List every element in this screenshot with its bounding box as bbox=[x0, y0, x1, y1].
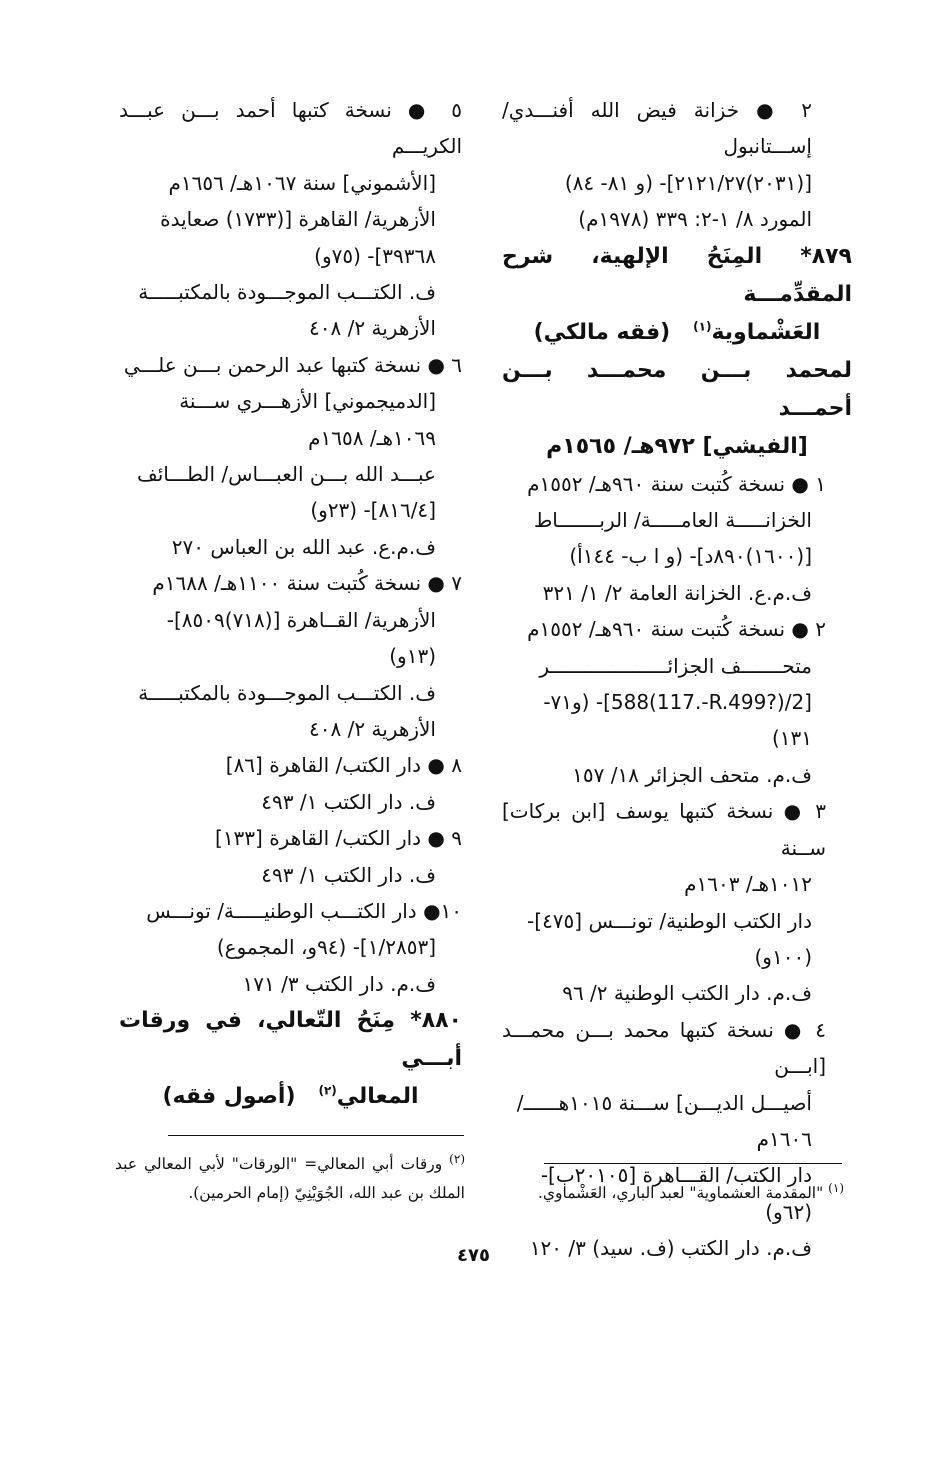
footnote-ref-2: (٢) bbox=[318, 1083, 337, 1098]
footnote-2-text: ورقات أبي المعالي= "الورقات" لأبي المعالي عبد الملك بن عبد الله، الجُوَيْنِيّ (إمام الحرمين). bbox=[115, 1155, 465, 1202]
right-column bbox=[502, 92, 852, 1267]
copy-line: ١٣١) bbox=[771, 726, 812, 751]
copy-line: ٢ ● خزانة فيض الله أفنـــدي/ إســـتانبول bbox=[502, 98, 812, 159]
copy-line: (١٣و) bbox=[389, 644, 436, 669]
copy-line: ٦ ● نسخة كتبها عبد الرحمن بـــن علـــي bbox=[123, 352, 462, 377]
copy-line: ف.م. دار الكتب الوطنية ٢/ ٩٦ bbox=[562, 981, 812, 1006]
copy-line: ٨ ● دار الكتب/ القاهرة [٨٦] bbox=[225, 753, 462, 778]
copy-line: الخزانـــــة العامـــــة/ الربـــــــاط bbox=[533, 508, 812, 533]
copy-line: [٨١٦/٤]- (٢٣و) bbox=[310, 498, 436, 523]
copy-line: ف.م.ع. عبد الله بن العباس ٢٧٠ bbox=[171, 534, 436, 559]
footnote-1-mark: (١) bbox=[828, 1180, 844, 1195]
copy-line: ف. دار الكتب ١/ ٤٩٣ bbox=[261, 789, 436, 814]
page-number: ٤٧٥ bbox=[457, 1245, 490, 1266]
copy-line: ٥ ● نسخة كتبها أحمد بـــن عبـــد الكريـــم bbox=[119, 98, 462, 159]
footnote-1-text: "المقدمة العشماوية" لعبد الباري، العَشْماوي. bbox=[537, 1184, 824, 1202]
copy-line: [(١٦٠٠)٨٩٠د]- (و ا ب- ١٤٤أ) bbox=[569, 544, 812, 569]
copy-line: ٣ ● نسخة كتبها يوسف [ابن بركات] ســنة bbox=[502, 799, 826, 860]
copy-line: ف. الكتـــب الموجـــودة بالمكتبـــــة bbox=[138, 280, 436, 305]
footnote-ref-1: (١) bbox=[693, 319, 712, 334]
copy-line: ف.م. دار الكتب (ف. سيد) ٣/ ١٢٠ bbox=[529, 1236, 812, 1261]
entry-880-subject: (أصول فقه) bbox=[162, 1084, 296, 1110]
left-column bbox=[119, 92, 462, 1116]
footnote-2 bbox=[115, 1150, 465, 1208]
copy-line: ٤ ● نسخة كتبها محمد بـــن محمـــد [ابـــن bbox=[502, 1017, 826, 1079]
footnote-rule-left bbox=[168, 1135, 464, 1136]
entry-880-title-part: المعالي bbox=[336, 1084, 419, 1110]
copy-line: [١/٢٨٥٣]- (٩٤و، المجموع) bbox=[216, 935, 436, 960]
folio-range: - (و٧١- bbox=[543, 690, 604, 715]
copy-line: الأزهرية ٢/ ٤٠٨ bbox=[309, 716, 436, 741]
shelfmark-latin: [588(117.-R.499?)/2] bbox=[603, 690, 812, 715]
copy-line: [(٢٠٣١)٢١٢١/٢٧]- (و ٨١- ٨٤) bbox=[564, 170, 812, 195]
copy-line: ف.م. دار الكتب ٣/ ١٧١ bbox=[242, 971, 436, 996]
copy-line: عبـــد الله بـــن العبـــاس/ الطـــائف bbox=[137, 462, 436, 487]
entry-879-heading: ٨٧٩* المِنَحُ الإلهية، شرح المقدِّمـــة bbox=[502, 243, 852, 307]
entry-879-subject: (فقه مالكي) bbox=[533, 319, 671, 345]
copy-line: ف.م. متحف الجزائر ١٨/ ١٥٧ bbox=[572, 762, 812, 787]
copy-line: دار الكتب/ القـــاهرة [٢٠١٠٥ب]- bbox=[540, 1163, 812, 1188]
entry-879-title-continued bbox=[502, 314, 852, 352]
copy-line bbox=[502, 684, 852, 720]
copy-line: ٩ ● دار الكتب/ القاهرة [١٣٣] bbox=[215, 826, 462, 851]
copy-line: (٦٢و) bbox=[765, 1199, 812, 1224]
footnote-rule-right bbox=[544, 1163, 842, 1164]
entry-879-title-part: العَشْماوية bbox=[711, 319, 821, 345]
copy-line: ١٦٠٦م bbox=[756, 1126, 812, 1151]
copy-line: ٢ ● نسخة كُتبت سنة ٩٦٠هـ/ ١٥٥٢م bbox=[527, 617, 826, 642]
copy-line: الأزهرية ٢/ ٤٠٨ bbox=[309, 316, 436, 341]
copy-line: ١٠١٢هـ/ ١٦٠٣م bbox=[684, 872, 812, 897]
copy-line: ف. الكتـــب الموجـــودة بالمكتبـــــة bbox=[138, 680, 436, 705]
copy-line: الأزهرية/ القــاهرة [(٧١٨)٨٥٠٩]- bbox=[166, 607, 436, 632]
copy-line: [الدميجموني] الأزهـــري ســـنة bbox=[179, 389, 436, 414]
copy-line: ١٠● دار الكتـــب الوطنيـــــة/ تونـــس bbox=[146, 898, 462, 923]
copy-line: ف. دار الكتب ١/ ٤٩٣ bbox=[261, 862, 436, 887]
copy-line: متحـــــــف الجزائــــــــــــــــــــر bbox=[539, 653, 812, 678]
entry-879-author-dates: [الفيشي] ٩٧٢هـ/ ١٥٦٥م bbox=[546, 433, 808, 459]
copy-line: أصيـــل الديـــن] ســـنة ١٠١٥هــــــ/ bbox=[516, 1090, 812, 1115]
copy-line: الأزهرية/ القاهرة [(١٧٣٣) صعايدة bbox=[160, 207, 436, 232]
copy-line: (١٠٠و) bbox=[754, 944, 812, 969]
copy-line: [الأشموني] سنة ١٠٦٧هـ/ ١٦٥٦م bbox=[168, 170, 436, 195]
entry-880-heading: ٨٨٠* مِنَحُ التّعالي، في ورقات أبـــي bbox=[119, 1008, 462, 1072]
copy-line: ٣٩٣٦٨]- (٧٥و) bbox=[314, 243, 436, 268]
copy-line: ١٠٦٩هـ/ ١٦٥٨م bbox=[308, 425, 436, 450]
copy-line: ٧ ● نسخة كُتبت سنة ١١٠٠هـ/ ١٦٨٨م bbox=[152, 571, 462, 596]
copy-line: ف.م.ع. الخزانة العامة ٢/ ١/ ٣٢١ bbox=[542, 580, 812, 605]
copy-line: المورد ٨/ ١-٢: ٣٣٩ (١٩٧٨م) bbox=[578, 207, 812, 232]
footnote-2-mark: (٢) bbox=[449, 1151, 465, 1166]
entry-879-author: لمحمد بـــن محمـــد بـــن أحمـــد bbox=[502, 357, 852, 421]
copy-line: ١ ● نسخة كُتبت سنة ٩٦٠هـ/ ١٥٥٢م bbox=[527, 471, 826, 496]
copy-line: دار الكتب الوطنية/ تونـــس [٤٧٥]- bbox=[527, 908, 812, 933]
footnote-1 bbox=[514, 1179, 844, 1208]
entry-880-title-continued bbox=[119, 1078, 462, 1116]
